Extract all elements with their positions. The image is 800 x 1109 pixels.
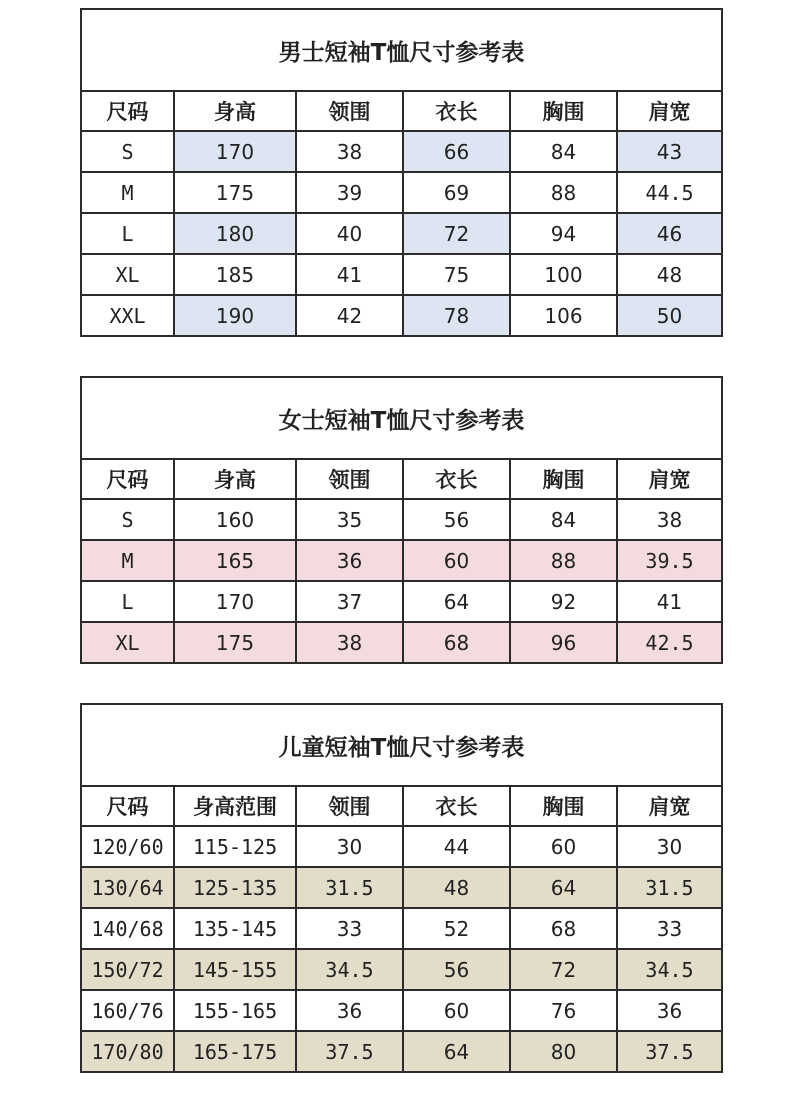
size-cell: S	[82, 499, 174, 540]
table-cell: 84	[510, 499, 617, 540]
table-cell: 33	[617, 908, 721, 949]
table-row	[82, 295, 721, 335]
table-row	[82, 254, 721, 295]
header-cell: 身高范围	[174, 787, 296, 826]
table-cell: 37	[296, 581, 403, 622]
table-cell: 165	[174, 540, 296, 581]
table-cell: 75	[403, 254, 510, 295]
header-cell: 领围	[296, 460, 403, 499]
table-cell: 36	[617, 990, 721, 1031]
size-cell: XL	[82, 254, 174, 295]
table-cell: 40	[296, 213, 403, 254]
size-cell: 140/68	[82, 908, 174, 949]
table-cell: 36	[296, 990, 403, 1031]
table-cell: 64	[403, 581, 510, 622]
table-cell: 94	[510, 213, 617, 254]
header-cell: 衣长	[403, 787, 510, 826]
table-row	[82, 1031, 721, 1071]
kids-size-grid	[82, 787, 721, 1071]
header-cell: 胸围	[510, 787, 617, 826]
header-cell: 胸围	[510, 92, 617, 131]
header-cell: 尺码	[82, 460, 174, 499]
table-row	[82, 540, 721, 581]
table-cell: 78	[403, 295, 510, 335]
table-cell: 64	[403, 1031, 510, 1071]
kids-table-title: 儿童短袖T恤尺寸参考表	[82, 705, 721, 787]
size-cell: M	[82, 540, 174, 581]
size-cell: XL	[82, 622, 174, 662]
table-cell: 88	[510, 172, 617, 213]
size-cell: 130/64	[82, 867, 174, 908]
women-table-title: 女士短袖T恤尺寸参考表	[82, 378, 721, 460]
table-cell: 44	[403, 826, 510, 867]
table-cell: 43	[617, 131, 721, 172]
table-cell: 145-155	[174, 949, 296, 990]
table-cell: 41	[296, 254, 403, 295]
table-cell: 60	[510, 826, 617, 867]
table-cell: 30	[296, 826, 403, 867]
table-cell: 56	[403, 949, 510, 990]
table-cell: 165-175	[174, 1031, 296, 1071]
men-size-table	[80, 8, 723, 337]
table-cell: 34.5	[296, 949, 403, 990]
table-cell: 39	[296, 172, 403, 213]
table-cell: 42	[296, 295, 403, 335]
table-cell: 33	[296, 908, 403, 949]
table-cell: 52	[403, 908, 510, 949]
table-row	[82, 990, 721, 1031]
table-cell: 185	[174, 254, 296, 295]
table-cell: 160	[174, 499, 296, 540]
header-cell: 衣长	[403, 460, 510, 499]
table-cell: 37.5	[296, 1031, 403, 1071]
table-cell: 66	[403, 131, 510, 172]
table-cell: 135-145	[174, 908, 296, 949]
header-cell: 肩宽	[617, 92, 721, 131]
table-cell: 41	[617, 581, 721, 622]
table-cell: 155-165	[174, 990, 296, 1031]
table-cell: 115-125	[174, 826, 296, 867]
table-cell: 175	[174, 622, 296, 662]
table-cell: 72	[510, 949, 617, 990]
table-cell: 68	[510, 908, 617, 949]
table-cell: 38	[296, 622, 403, 662]
table-cell: 31.5	[296, 867, 403, 908]
table-cell: 38	[296, 131, 403, 172]
size-cell: XXL	[82, 295, 174, 335]
table-row	[82, 499, 721, 540]
table-row	[82, 581, 721, 622]
table-cell: 60	[403, 990, 510, 1031]
size-cell: 150/72	[82, 949, 174, 990]
men-table-title: 男士短袖T恤尺寸参考表	[82, 10, 721, 92]
header-cell: 身高	[174, 92, 296, 131]
table-cell: 96	[510, 622, 617, 662]
size-cell: 170/80	[82, 1031, 174, 1071]
header-row	[82, 460, 721, 499]
header-cell: 身高	[174, 460, 296, 499]
table-row	[82, 826, 721, 867]
header-cell: 衣长	[403, 92, 510, 131]
table-cell: 68	[403, 622, 510, 662]
table-cell: 175	[174, 172, 296, 213]
women-size-grid	[82, 460, 721, 662]
table-cell: 72	[403, 213, 510, 254]
table-row	[82, 172, 721, 213]
table-cell: 34.5	[617, 949, 721, 990]
table-cell: 42.5	[617, 622, 721, 662]
table-cell: 56	[403, 499, 510, 540]
table-cell: 39.5	[617, 540, 721, 581]
header-cell: 肩宽	[617, 460, 721, 499]
table-cell: 69	[403, 172, 510, 213]
table-cell: 50	[617, 295, 721, 335]
header-row	[82, 92, 721, 131]
header-cell: 胸围	[510, 460, 617, 499]
table-cell: 180	[174, 213, 296, 254]
table-cell: 48	[403, 867, 510, 908]
women-size-table	[80, 376, 723, 664]
table-cell: 100	[510, 254, 617, 295]
men-size-grid	[82, 92, 721, 335]
table-row	[82, 908, 721, 949]
table-cell: 31.5	[617, 867, 721, 908]
table-cell: 92	[510, 581, 617, 622]
table-cell: 190	[174, 295, 296, 335]
table-cell: 125-135	[174, 867, 296, 908]
table-row	[82, 213, 721, 254]
table-cell: 30	[617, 826, 721, 867]
size-cell: L	[82, 213, 174, 254]
table-cell: 36	[296, 540, 403, 581]
table-cell: 106	[510, 295, 617, 335]
header-cell: 领围	[296, 92, 403, 131]
table-cell: 38	[617, 499, 721, 540]
table-row	[82, 131, 721, 172]
size-cell: L	[82, 581, 174, 622]
table-cell: 76	[510, 990, 617, 1031]
header-cell: 领围	[296, 787, 403, 826]
table-cell: 80	[510, 1031, 617, 1071]
table-cell: 35	[296, 499, 403, 540]
table-cell: 170	[174, 581, 296, 622]
table-cell: 84	[510, 131, 617, 172]
table-cell: 37.5	[617, 1031, 721, 1071]
table-row	[82, 867, 721, 908]
size-cell: S	[82, 131, 174, 172]
size-cell: 120/60	[82, 826, 174, 867]
header-cell: 尺码	[82, 92, 174, 131]
header-cell: 肩宽	[617, 787, 721, 826]
table-cell: 46	[617, 213, 721, 254]
size-cell: 160/76	[82, 990, 174, 1031]
table-cell: 44.5	[617, 172, 721, 213]
kids-size-table	[80, 703, 723, 1073]
table-row	[82, 949, 721, 990]
table-cell: 170	[174, 131, 296, 172]
header-cell: 尺码	[82, 787, 174, 826]
table-row	[82, 622, 721, 662]
size-cell: M	[82, 172, 174, 213]
table-cell: 48	[617, 254, 721, 295]
table-cell: 60	[403, 540, 510, 581]
table-cell: 64	[510, 867, 617, 908]
table-cell: 88	[510, 540, 617, 581]
header-row	[82, 787, 721, 826]
